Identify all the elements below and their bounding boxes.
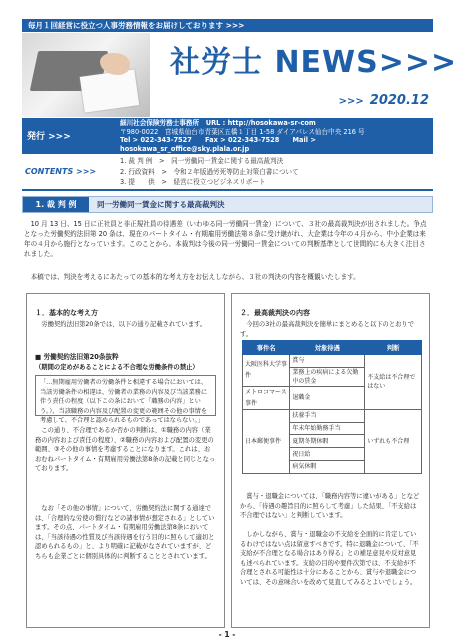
hand-illustration: [100, 53, 130, 75]
issue-date-value: 2020.12: [369, 93, 429, 108]
table-cell: 年末年始勤務手当: [290, 422, 365, 435]
newsletter-title: 社労士 NEWS>>>: [170, 45, 457, 80]
date-arrow: >>>: [338, 96, 364, 107]
publisher-name: 細川社会保険労務士事務所 URL : http://hosokawa-sr-com: [120, 119, 316, 127]
table-cell: 賞与: [290, 355, 365, 368]
section-header: [22, 196, 433, 213]
section-title: 同一労働同一賃金に関する最高裁判決: [97, 200, 225, 209]
right-heading: ２．最高裁判決の内容: [240, 309, 310, 317]
contents-item[interactable]: 2. 行政資料 > 令和２年版過労死等防止対策白書について: [120, 167, 299, 176]
table-cell: 業務上の疾病による欠勤中の賃金: [290, 367, 365, 386]
contents-list: [120, 156, 299, 188]
header: [22, 33, 457, 117]
right-paragraph: 今回の3社の最高裁判決を簡単にまとめると以下のとおりです。: [240, 321, 415, 338]
header-photo: [22, 33, 150, 117]
publisher-info: [120, 119, 433, 154]
publisher-address: 〒980-0022 宮城県仙台市青葉区五橋１丁目 1-58 ダイアパレス仙台中央 216 号: [120, 127, 365, 136]
right-paragraph-2: 賞与・退職金については、「職務内容等に違いがある」となどから、「待遇の趣旨目的に照らして考慮」した結果、「不支給は不合理ではない」と判断しています。: [240, 493, 420, 520]
left-column-box: [26, 293, 225, 628]
page-number: - 1 -: [218, 630, 236, 639]
paper-illustration: [80, 69, 139, 112]
publisher-label: 発行 >>>: [27, 132, 71, 142]
table-cell: 日本郵便事件: [243, 409, 290, 473]
table-row: [243, 409, 422, 422]
table-header: 事件名: [243, 341, 290, 355]
intro-paragraph: 10 月 13 日、15 日に正社員と非正規社員の待遇差（いわゆる同一労働同一賃金）について、３社の最高裁判決が出されました。争点となった労働契約法旧第 20 条は、現在のパートタイム・有期雇用労働法第８条に受け継がれ、大企業は今年の４月から、中小企業は来年の４月から施行となっています。このことから、本裁判は今後の同一労働同一賃金についての判断基準として世間的にも大きく注目されました。: [24, 220, 427, 258]
right-column-box: [231, 293, 430, 628]
law-excerpt-subheading: （期間の定めがあることによる不合理な労働条件の禁止）: [35, 364, 199, 371]
table-cell: 大阪医科大学事件: [243, 355, 290, 387]
intro-paragraph-2: 本稿では、判決を考えるにあたっての基本的な考え方をお伝えしながら、３社の判決の内容を概観いたします。: [30, 273, 360, 281]
table-cell: 祝日給: [290, 448, 365, 461]
left-paragraph: 労働契約法旧第20条では、以下の通り記載されています。: [41, 321, 207, 328]
table-cell: メトロコマース事件: [243, 386, 290, 409]
table-cell: 夏期冬期休暇: [290, 435, 365, 448]
table-cell: 扶養手当: [290, 409, 365, 422]
law-excerpt-heading: ■ 労働契約法旧第20条抜粋: [35, 353, 119, 361]
table-header: 判断: [365, 341, 422, 355]
contents-box: [22, 155, 433, 191]
publisher-contact: Tel > 022-343-7527 Fax > 022-343-7528 Mail > hosokawa_sr_office@sky.plala.or.jp: [120, 136, 316, 154]
left-paragraph-2: この通り、不合理であるか否かの判断は、①職務の内容（業務の内容および責任の程度）、②職務の内容および配置の変更の範囲、③その他の事情を考慮することになります。これは、おおむねパートタイム・有期雇用労働法第8条の記載と同じとなっております。: [35, 427, 216, 473]
left-paragraph-3: なお「その他の事情」について、労働契約法に関する通達では、「合理的な労使の慣行などの諸事情が想定される」としています。その点、パートタイム・有期雇用労働法第8条においては、「当該待遇の性質及び当該待遇を行う目的に照らして適切と認められるもの」と、より明確に記載がなされていますが、どちらも企業ごとに個別具体的に判断することとされています。: [35, 505, 215, 560]
publisher-bar: [22, 118, 433, 154]
contents-item[interactable]: 1. 裁 判 例 > 同一労働同一賃金に関する最高裁判決: [120, 157, 284, 165]
contents-label: CONTENTS >>>: [25, 167, 97, 176]
top-banner: 毎月１回経営に役立つ人事労務情報をお届けしております >>>: [22, 19, 433, 32]
contents-item[interactable]: 3. 提 供 > 経営に役立つビジネスリポート: [120, 178, 266, 186]
table-cell: 不支給は不合理ではない: [365, 355, 422, 410]
table-row: [243, 355, 422, 368]
law-quote: 「…無期雇用労働者の労働条件と相違する場合においては、当該労働条件の相違は、労働者の業務の内容及び当該業務に伴う責任の程度（以下この条において「職務の内容」という。）、当該職務の内容及び配置の変更の範囲その他の事情を考慮して、不合理と認められるものであってはならない。」: [35, 375, 216, 416]
section-number: 1. 裁 判 例: [23, 197, 89, 212]
table-cell: 病気休暇: [290, 460, 365, 473]
left-heading: １．基本的な考え方: [35, 309, 98, 317]
ruling-table: [242, 340, 422, 474]
table-header-row: [243, 341, 422, 355]
table-cell: 退職金: [290, 386, 365, 409]
right-paragraph-3: しかしながら、賞与・退職金の不支給を全面的に肯定しているわけではない点は留意すべきです。特に退職金について、「不支給が不合理となる場合はあり得る」との補足意見や反対意見も述べられています。支給の目的や要件次第では、不支給が不合理とされる可能性は十分にあることから、賞与や退職金については、その意味合いを改めて見直してみるとよいでしょう。: [240, 531, 419, 586]
issue-date: [339, 93, 429, 108]
table-header: 対象待遇: [290, 341, 365, 355]
table-cell: いずれも不合理: [365, 409, 422, 473]
